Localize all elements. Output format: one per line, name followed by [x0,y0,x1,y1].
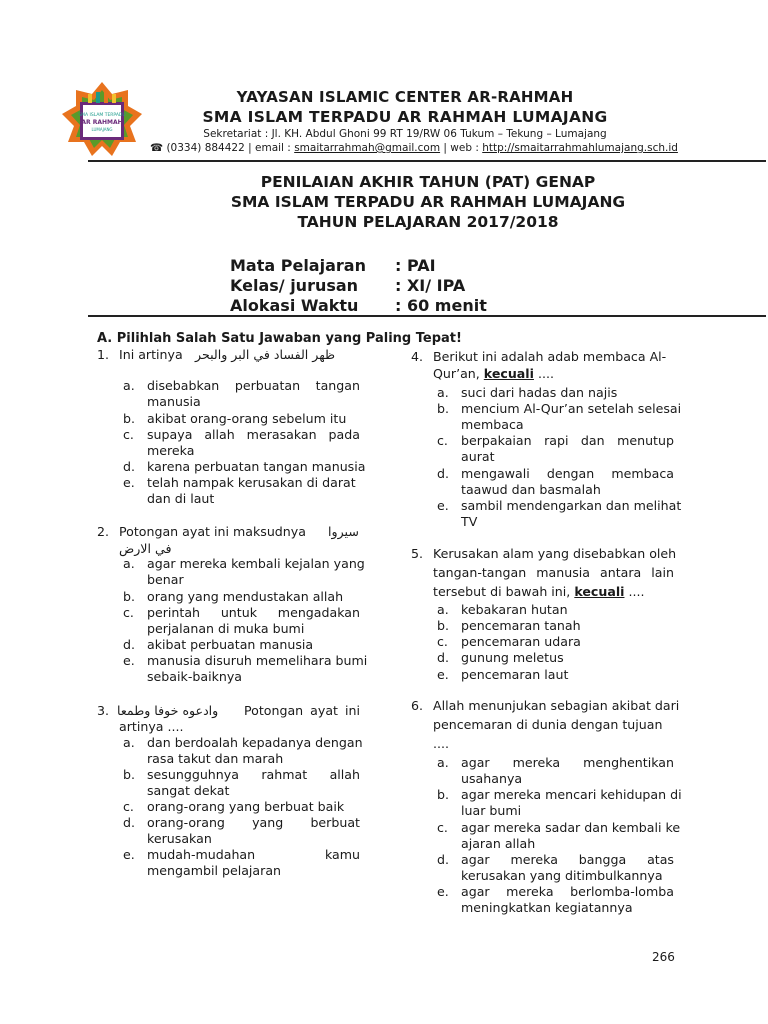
foundation-name: YAYASAN ISLAMIC CENTER AR-RAHMAH [236,88,574,106]
q4-opt-c-cont: aurat [461,449,495,464]
q2-opt-c-cont: perjalanan di muka bumi [147,621,305,636]
q3-opt-c-letter: c. [123,799,134,814]
q5-opt-c-letter: c. [437,634,448,649]
q2-arabic-1: سيروا [328,524,359,539]
q4-text: Berikut ini adalah adab membaca Al- [433,349,667,364]
q3-number: 3. [97,703,110,718]
header-divider [88,160,766,162]
info-time: Alokasi Waktu : 60 menit [230,296,487,315]
q6-opt-b-cont: luar bumi [461,803,522,818]
q4-opt-b-cont: membaca [461,417,524,432]
q3-opt-b-letter: b. [123,767,135,782]
contact-line: ☎ (0334) 884422 | email : smaitarrahmah@gmail.com | web : http://smaitarrahmahlumajang.sch.id [150,142,678,154]
q1-opt-d-letter: d. [123,459,135,474]
school-address: Sekretariat : Jl. KH. Abdul Ghoni 99 RT 19/RW 06 Tukum – Tekung – Lumajang [203,128,607,140]
q3-opt-b: sesungguhnya rahmat allah [147,767,360,782]
q2-opt-e-cont: sebaik-baiknya [147,669,243,684]
web-link[interactable]: http://smaitarrahmahlumajang.sch.id [482,142,678,154]
q4-opt-b: mencium Al-Qur’an setelah selesai [461,401,682,416]
q5-opt-d: gunung meletus [461,650,564,665]
logo-star-icon [58,80,146,160]
q5-opt-b: pencemaran tanah [461,618,581,633]
q4-opt-c-letter: c. [437,433,448,448]
q5-opt-e: pencemaran laut [461,667,569,682]
q6-opt-d: agar mereka bangga atas [461,852,674,867]
q4-opt-b-letter: b. [437,401,449,416]
q4-opt-d-letter: d. [437,466,449,481]
phone-number: (0334) 884422 [166,142,245,154]
q1-opt-a-cont: manusia [147,394,201,409]
q6-opt-e-letter: e. [437,884,449,899]
q1-opt-e-letter: e. [123,475,135,490]
q1-arabic: ظهر الفساد في البر والبحر [195,347,336,362]
q6-opt-b: agar mereka mencari kehidupan di [461,787,682,802]
q2-opt-c-letter: c. [123,605,134,620]
q5-text-2: tangan-tangan manusia antara lain [433,565,674,580]
q6-text: Allah menunjukan sebagian akibat dari [433,698,680,713]
q6-text-2: pencemaran di dunia dengan tujuan [433,717,663,732]
q4-opt-c: berpakaian rapi dan menutup [461,433,674,448]
q6-opt-a-letter: a. [437,755,449,770]
q3-opt-a: dan berdoalah kepadanya dengan [147,735,363,750]
q4-opt-e-cont: TV [461,514,478,529]
q3-text-cont: artinya .... [119,719,184,734]
q3-opt-e: mudah-mudahan kamu [147,847,360,862]
q5-opt-a: kebakaran hutan [461,602,568,617]
q4-opt-e: sambil mendengarkan dan melihat [461,498,682,513]
q1-opt-c-letter: c. [123,427,134,442]
q1-opt-e: telah nampak kerusakan di darat [147,475,356,490]
q3-arabic: وادعوه خوفا وطمعا [117,703,219,718]
q4-opt-a: suci dari hadas dan najis [461,385,618,400]
q5-opt-d-letter: d. [437,650,449,665]
q1-opt-b: akibat orang-orang sebelum itu [147,411,347,426]
q6-opt-d-cont: kerusakan yang ditimbulkannya [461,868,663,883]
q4-text-cont: Qur’an, kecuali .... [433,366,554,381]
logo-text-bot: LUMAJANG [91,127,113,132]
q5-opt-b-letter: b. [437,618,449,633]
q6-opt-a-cont: usahanya [461,771,523,786]
q3-opt-d-letter: d. [123,815,135,830]
info-subject: Mata Pelajaran : PAI [230,256,436,275]
q5-number: 5. [411,546,424,561]
q2-opt-a-cont: benar [147,572,184,587]
info-class: Kelas/ jurusan : XI/ IPA [230,276,466,295]
q2-number: 2. [97,524,110,539]
q3-opt-e-letter: e. [123,847,135,862]
q2-opt-d-letter: d. [123,637,135,652]
q2-opt-e: manusia disuruh memelihara bumi [147,653,368,668]
q2-arabic-2: في الارض [119,541,172,556]
q6-text-3: .... [433,736,450,751]
exam-year: TAHUN PELAJARAN 2017/2018 [297,213,559,231]
q1-opt-a-letter: a. [123,378,135,393]
q5-text-3: tersebut di bawah ini, kecuali .... [433,584,645,599]
q4-opt-d: mengawali dengan membaca [461,466,674,481]
q6-opt-d-letter: d. [437,852,449,867]
q3-opt-d: orang-orang yang berbuat [147,815,360,830]
school-logo [58,80,146,160]
q2-opt-a-letter: a. [123,556,135,571]
q6-opt-e: agar mereka berlomba-lomba [461,884,674,899]
logo-text-top: SMA ISLAM TERPADU [78,113,126,118]
q5-text: Kerusakan alam yang disebabkan oleh [433,546,677,561]
q3-text: Potongan ayat ini [244,703,360,718]
q6-opt-c-letter: c. [437,820,448,835]
q6-number: 6. [411,698,424,713]
q6-opt-c: agar mereka sadar dan kembali ke [461,820,681,835]
q1-opt-d: karena perbuatan tangan manusia [147,459,366,474]
web-label: web : [450,142,479,154]
phone-icon: ☎ [150,142,164,154]
q1-opt-c: supaya allah merasakan pada [147,427,360,442]
q3-opt-a-letter: a. [123,735,135,750]
school-name: SMA ISLAM TERPADU AR RAHMAH LUMAJANG [202,108,608,126]
q1-opt-c-cont: mereka [147,443,195,458]
logo-text-mid: AR RAHMAH [81,119,123,126]
q2-text: Potongan ayat ini maksudnya [119,524,306,539]
q5-opt-c: pencemaran udara [461,634,581,649]
q3-opt-c: orang-orang yang berbuat baik [147,799,345,814]
q5-opt-a-letter: a. [437,602,449,617]
q6-opt-e-cont: meningkatkan kegiatannya [461,900,633,915]
q3-opt-a-cont: rasa takut dan marah [147,751,284,766]
email-link[interactable]: smaitarrahmah@gmail.com [294,142,441,154]
q2-opt-a: agar mereka kembali kejalan yang [147,556,365,571]
q3-opt-e-cont: mengambil pelajaran [147,863,282,878]
q1-number: 1. [97,347,110,362]
q1-opt-e-cont: dan di laut [147,491,215,506]
email-label: email : [255,142,291,154]
page-number: 266 [652,950,675,964]
q4-opt-e-letter: e. [437,498,449,513]
q1-opt-a: disebabkan perbuatan tangan [147,378,360,393]
q2-opt-b: orang yang mendustakan allah [147,589,344,604]
q4-number: 4. [411,349,424,364]
q4-opt-d-cont: taawud dan basmalah [461,482,601,497]
q3-opt-d-cont: kerusakan [147,831,212,846]
q4-opt-a-letter: a. [437,385,449,400]
q2-opt-b-letter: b. [123,589,135,604]
info-divider [88,315,766,317]
q3-opt-b-cont: sangat dekat [147,783,230,798]
section-a-heading: A. Pilihlah Salah Satu Jawaban yang Paling Tepat! [97,331,462,346]
q1-opt-b-letter: b. [123,411,135,426]
q2-opt-e-letter: e. [123,653,135,668]
q6-opt-c-cont: ajaran allah [461,836,536,851]
q2-opt-d: akibat perbuatan manusia [147,637,314,652]
exam-school: SMA ISLAM TERPADU AR RAHMAH LUMAJANG [230,193,626,211]
q2-opt-c: perintah untuk mengadakan [147,605,360,620]
q1-text: Ini artinya [119,347,183,362]
q6-opt-a: agar mereka menghentikan [461,755,674,770]
q5-opt-e-letter: e. [437,667,449,682]
exam-title: PENILAIAN AKHIR TAHUN (PAT) GENAP [260,173,596,191]
q6-opt-b-letter: b. [437,787,449,802]
